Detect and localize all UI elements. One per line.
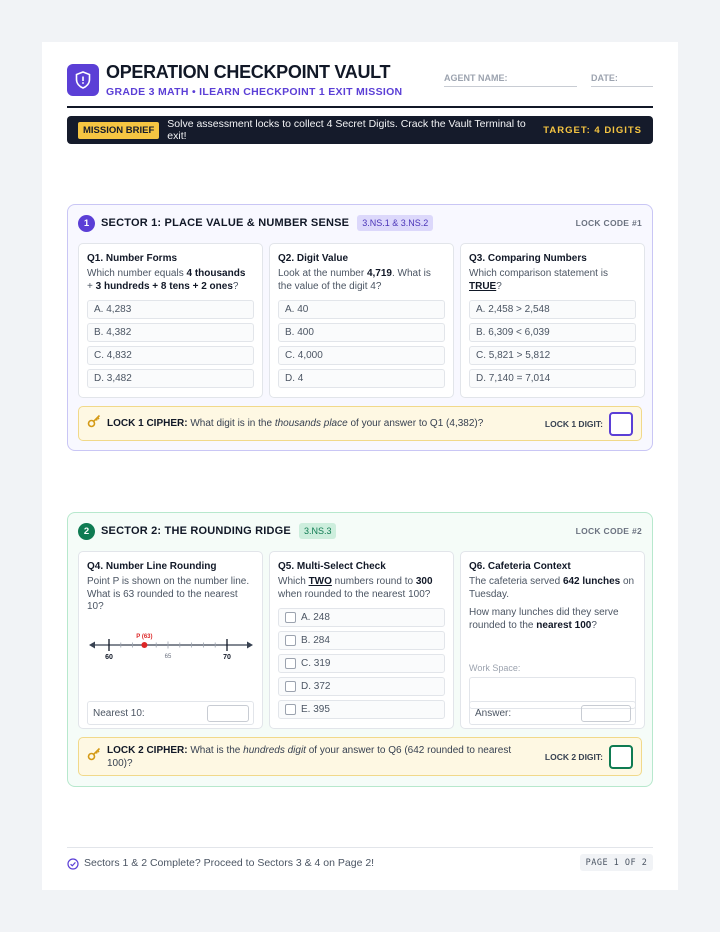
page-indicator: PAGE 1 OF 2 <box>580 854 653 871</box>
answer-label: Answer: <box>475 707 512 719</box>
cipher-text: LOCK 1 CIPHER: What digit is in the thousands place of your answer to Q1 (4,382)? <box>107 418 484 429</box>
checkbox[interactable] <box>285 658 296 669</box>
number-line <box>87 625 255 665</box>
question-text: Which TWO numbers round to 300 when rounded to the nearest 100? <box>278 576 433 600</box>
question-title: Q1. Number Forms <box>87 253 178 264</box>
sector-2-header <box>78 522 642 540</box>
lock-digit-label: LOCK 1 DIGIT: <box>544 418 603 429</box>
sector-title: SECTOR 2: THE ROUNDING RIDGE <box>101 525 291 537</box>
mission-target: TARGET: 4 DIGITS <box>543 124 642 136</box>
answer-option[interactable]: A. 4,283 <box>87 300 254 319</box>
checkbox[interactable] <box>285 681 296 692</box>
sector-number-badge: 1 <box>78 215 95 232</box>
answer-option[interactable]: B. 4,382 <box>87 323 254 342</box>
point-p-marker <box>141 642 147 648</box>
nearest-10-answer <box>87 701 254 725</box>
mission-brief-tag: MISSION BRIEF <box>78 122 159 139</box>
mission-brief-banner <box>67 116 653 144</box>
tick-label-60: 60 <box>105 654 113 661</box>
question-card-q3 <box>460 243 645 398</box>
checkbox[interactable] <box>285 635 296 646</box>
answer-option[interactable]: C. 4,832 <box>87 346 254 365</box>
answer-option[interactable]: B. 6,309 < 6,039 <box>469 323 636 342</box>
cipher-text: LOCK 2 CIPHER: What is the hundreds digit of your answer to Q6 (642 rounded to nearest 100)? <box>107 744 512 769</box>
checkbox-option[interactable]: A. 248 <box>278 608 445 627</box>
header-divider <box>67 106 653 108</box>
work-space-label: Work Space: <box>469 663 521 673</box>
question-title: Q5. Multi-Select Check <box>278 561 386 572</box>
checkbox-option[interactable]: B. 284 <box>278 631 445 650</box>
answer-options <box>278 300 445 392</box>
answer-option[interactable]: A. 40 <box>278 300 445 319</box>
question-text: Which number equals 4 thousands + 3 hundreds + 8 tens + 2 ones? <box>87 268 246 292</box>
lock-digit-label: LOCK 2 DIGIT: <box>544 751 603 762</box>
question-card-q2 <box>269 243 454 398</box>
answer-options <box>278 608 445 723</box>
sector-number-badge: 2 <box>78 523 95 540</box>
sector-title: SECTOR 1: PLACE VALUE & NUMBER SENSE <box>101 217 350 229</box>
checkbox[interactable] <box>285 612 296 623</box>
mission-brief-text: Solve assessment locks to collect 4 Secret Digits. Crack the Vault Terminal to exit! <box>167 118 526 142</box>
answer-label: Nearest 10: <box>93 707 145 719</box>
page-subtitle: GRADE 3 MATH • ILEARN CHECKPOINT 1 EXIT MISSION <box>106 86 403 98</box>
nearest-10-input[interactable] <box>207 705 249 722</box>
checkbox-option[interactable]: E. 395 <box>278 700 445 719</box>
key-icon <box>87 747 101 766</box>
question-title: Q3. Comparing Numbers <box>469 253 587 264</box>
answer-option[interactable]: A. 2,458 > 2,548 <box>469 300 636 319</box>
sector-2 <box>67 512 653 787</box>
page-title: OPERATION CHECKPOINT VAULT <box>106 62 391 82</box>
question-text: Which comparison statement is TRUE? <box>469 268 608 292</box>
sector-1 <box>67 204 653 451</box>
question-card-q5 <box>269 551 454 729</box>
question-text: The cafeteria served 642 lunches on Tuesday. <box>469 576 635 600</box>
answer-option[interactable]: D. 3,482 <box>87 369 254 388</box>
q6-answer-input[interactable] <box>581 705 631 722</box>
agent-name-field[interactable] <box>444 73 577 87</box>
check-circle-icon <box>67 857 79 875</box>
answer-options <box>469 300 636 392</box>
lock-1-digit-input[interactable] <box>609 412 633 436</box>
lock-2-cipher <box>78 737 642 776</box>
lock-1-cipher <box>78 406 642 441</box>
agent-name-label: AGENT NAME: <box>444 73 508 83</box>
footer-message: Sectors 1 & 2 Complete? Proceed to Sectors 3 & 4 on Page 2! <box>84 857 375 869</box>
checkbox[interactable] <box>285 704 296 715</box>
answer-option[interactable]: C. 5,821 > 5,812 <box>469 346 636 365</box>
q6-answer <box>469 701 636 725</box>
answer-option[interactable]: D. 4 <box>278 369 445 388</box>
lock-code-label: LOCK CODE #1 <box>575 218 642 228</box>
answer-option[interactable]: B. 400 <box>278 323 445 342</box>
question-text: Look at the number 4,719. What is the value of the digit 4? <box>278 268 431 292</box>
tick-label-70: 70 <box>223 654 231 661</box>
question-text: Point P is shown on the number line. What is 63 rounded to the nearest 10? <box>87 576 250 612</box>
footer-divider <box>67 847 653 848</box>
sector-1-header <box>78 214 642 232</box>
date-field[interactable] <box>591 73 653 87</box>
date-label: DATE: <box>591 73 618 83</box>
answer-option[interactable]: C. 4,000 <box>278 346 445 365</box>
question-title: Q6. Cafeteria Context <box>469 561 571 572</box>
answer-option[interactable]: D. 7,140 = 7,014 <box>469 369 636 388</box>
question-text-2: How many lunches did they serve rounded to the nearest 100? <box>469 607 619 631</box>
lock-2-digit-input[interactable] <box>609 745 633 769</box>
point-p-label: P (63) <box>136 634 153 640</box>
worksheet-page <box>42 42 678 890</box>
question-title: Q4. Number Line Rounding <box>87 561 217 572</box>
tick-label-65: 65 <box>164 654 172 660</box>
answer-options <box>87 300 254 392</box>
standards-tag: 3.NS.3 <box>299 523 337 539</box>
shield-icon <box>67 64 99 96</box>
lock-code-label: LOCK CODE #2 <box>575 526 642 536</box>
key-icon <box>87 414 101 433</box>
question-card-q1 <box>78 243 263 398</box>
question-title: Q2. Digit Value <box>278 253 349 264</box>
checkbox-option[interactable]: D. 372 <box>278 677 445 696</box>
question-card-q4 <box>78 551 263 729</box>
question-card-q6 <box>460 551 645 729</box>
standards-tag: 3.NS.1 & 3.NS.2 <box>357 215 433 231</box>
checkbox-option[interactable]: C. 319 <box>278 654 445 673</box>
